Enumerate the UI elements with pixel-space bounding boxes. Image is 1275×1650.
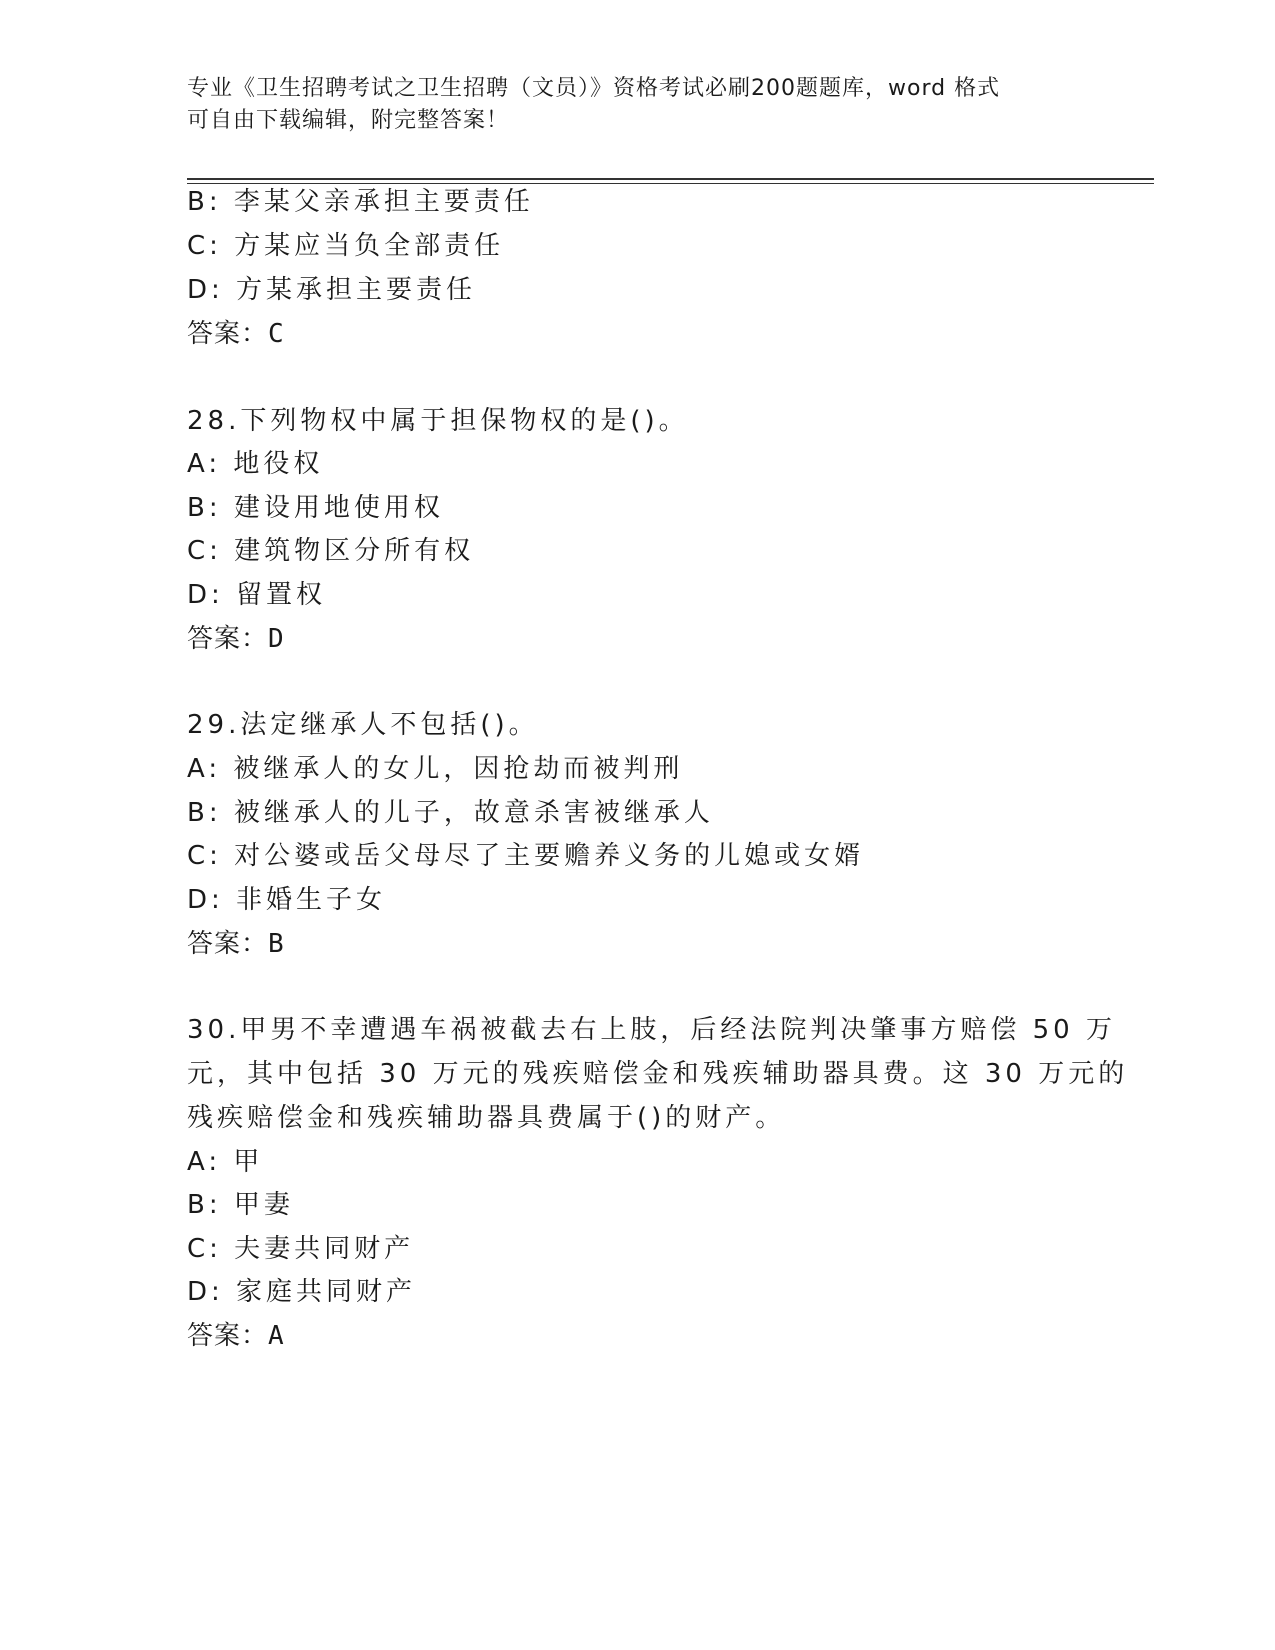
option-c: C: 夫妻共同财产	[187, 1234, 415, 1264]
option-d: D: 家庭共同财产	[187, 1277, 417, 1307]
header-line-2: 可自由下载编辑，附完整答案！	[187, 108, 510, 133]
answer-value: C	[268, 319, 285, 349]
option-b: B: 建设用地使用权	[187, 493, 444, 523]
option-c: C: 建筑物区分所有权	[187, 536, 475, 566]
option-b: B: 李某父亲承担主要责任	[187, 187, 534, 217]
header-divider-thin	[187, 183, 1154, 184]
question-30-line-3: 残疾赔偿金和残疾辅助器具费属于()的财产。	[187, 1103, 786, 1133]
answer-value: A	[268, 1321, 285, 1351]
header-divider	[187, 178, 1154, 180]
document-header	[187, 73, 1087, 137]
option-c: C: 方某应当负全部责任	[187, 231, 505, 261]
option-b: B: 甲妻	[187, 1190, 294, 1220]
answer-label: 答案：	[187, 319, 269, 349]
answer-value: B	[268, 929, 285, 959]
option-c: C: 对公婆或岳父母尽了主要赡养义务的儿媳或女婿	[187, 841, 865, 871]
question-28: 28.下列物权中属于担保物权的是()。	[187, 406, 689, 436]
answer-label: 答案：	[187, 624, 269, 654]
question-29: 29.法定继承人不包括()。	[187, 710, 539, 740]
header-line-1: 专业《卫生招聘考试之卫生招聘（文员）》资格考试必刷200题题库，word 格式	[187, 76, 1001, 101]
answer-value: D	[268, 624, 285, 654]
option-d: D: 留置权	[187, 580, 327, 610]
question-30-line-1: 30.甲男不幸遭遇车祸被截去右上肢，后经法院判决肇事方赔偿 50 万	[187, 1015, 1116, 1045]
answer-label: 答案：	[187, 1321, 269, 1351]
option-a: A: 甲	[187, 1147, 264, 1177]
answer-label: 答案：	[187, 929, 269, 959]
option-d: D: 非婚生子女	[187, 885, 387, 915]
option-d: D: 方某承担主要责任	[187, 275, 477, 305]
question-30-line-2: 元，其中包括 30 万元的残疾赔偿金和残疾辅助器具费。这 30 万元的	[187, 1059, 1129, 1089]
option-a: A: 被继承人的女儿，因抢劫而被判刑	[187, 754, 684, 784]
option-a: A: 地役权	[187, 449, 324, 479]
answer-line	[187, 623, 285, 655]
answer-line	[187, 318, 285, 350]
answer-line	[187, 928, 285, 960]
answer-line	[187, 1320, 285, 1352]
option-b: B: 被继承人的儿子，故意杀害被继承人	[187, 798, 714, 828]
